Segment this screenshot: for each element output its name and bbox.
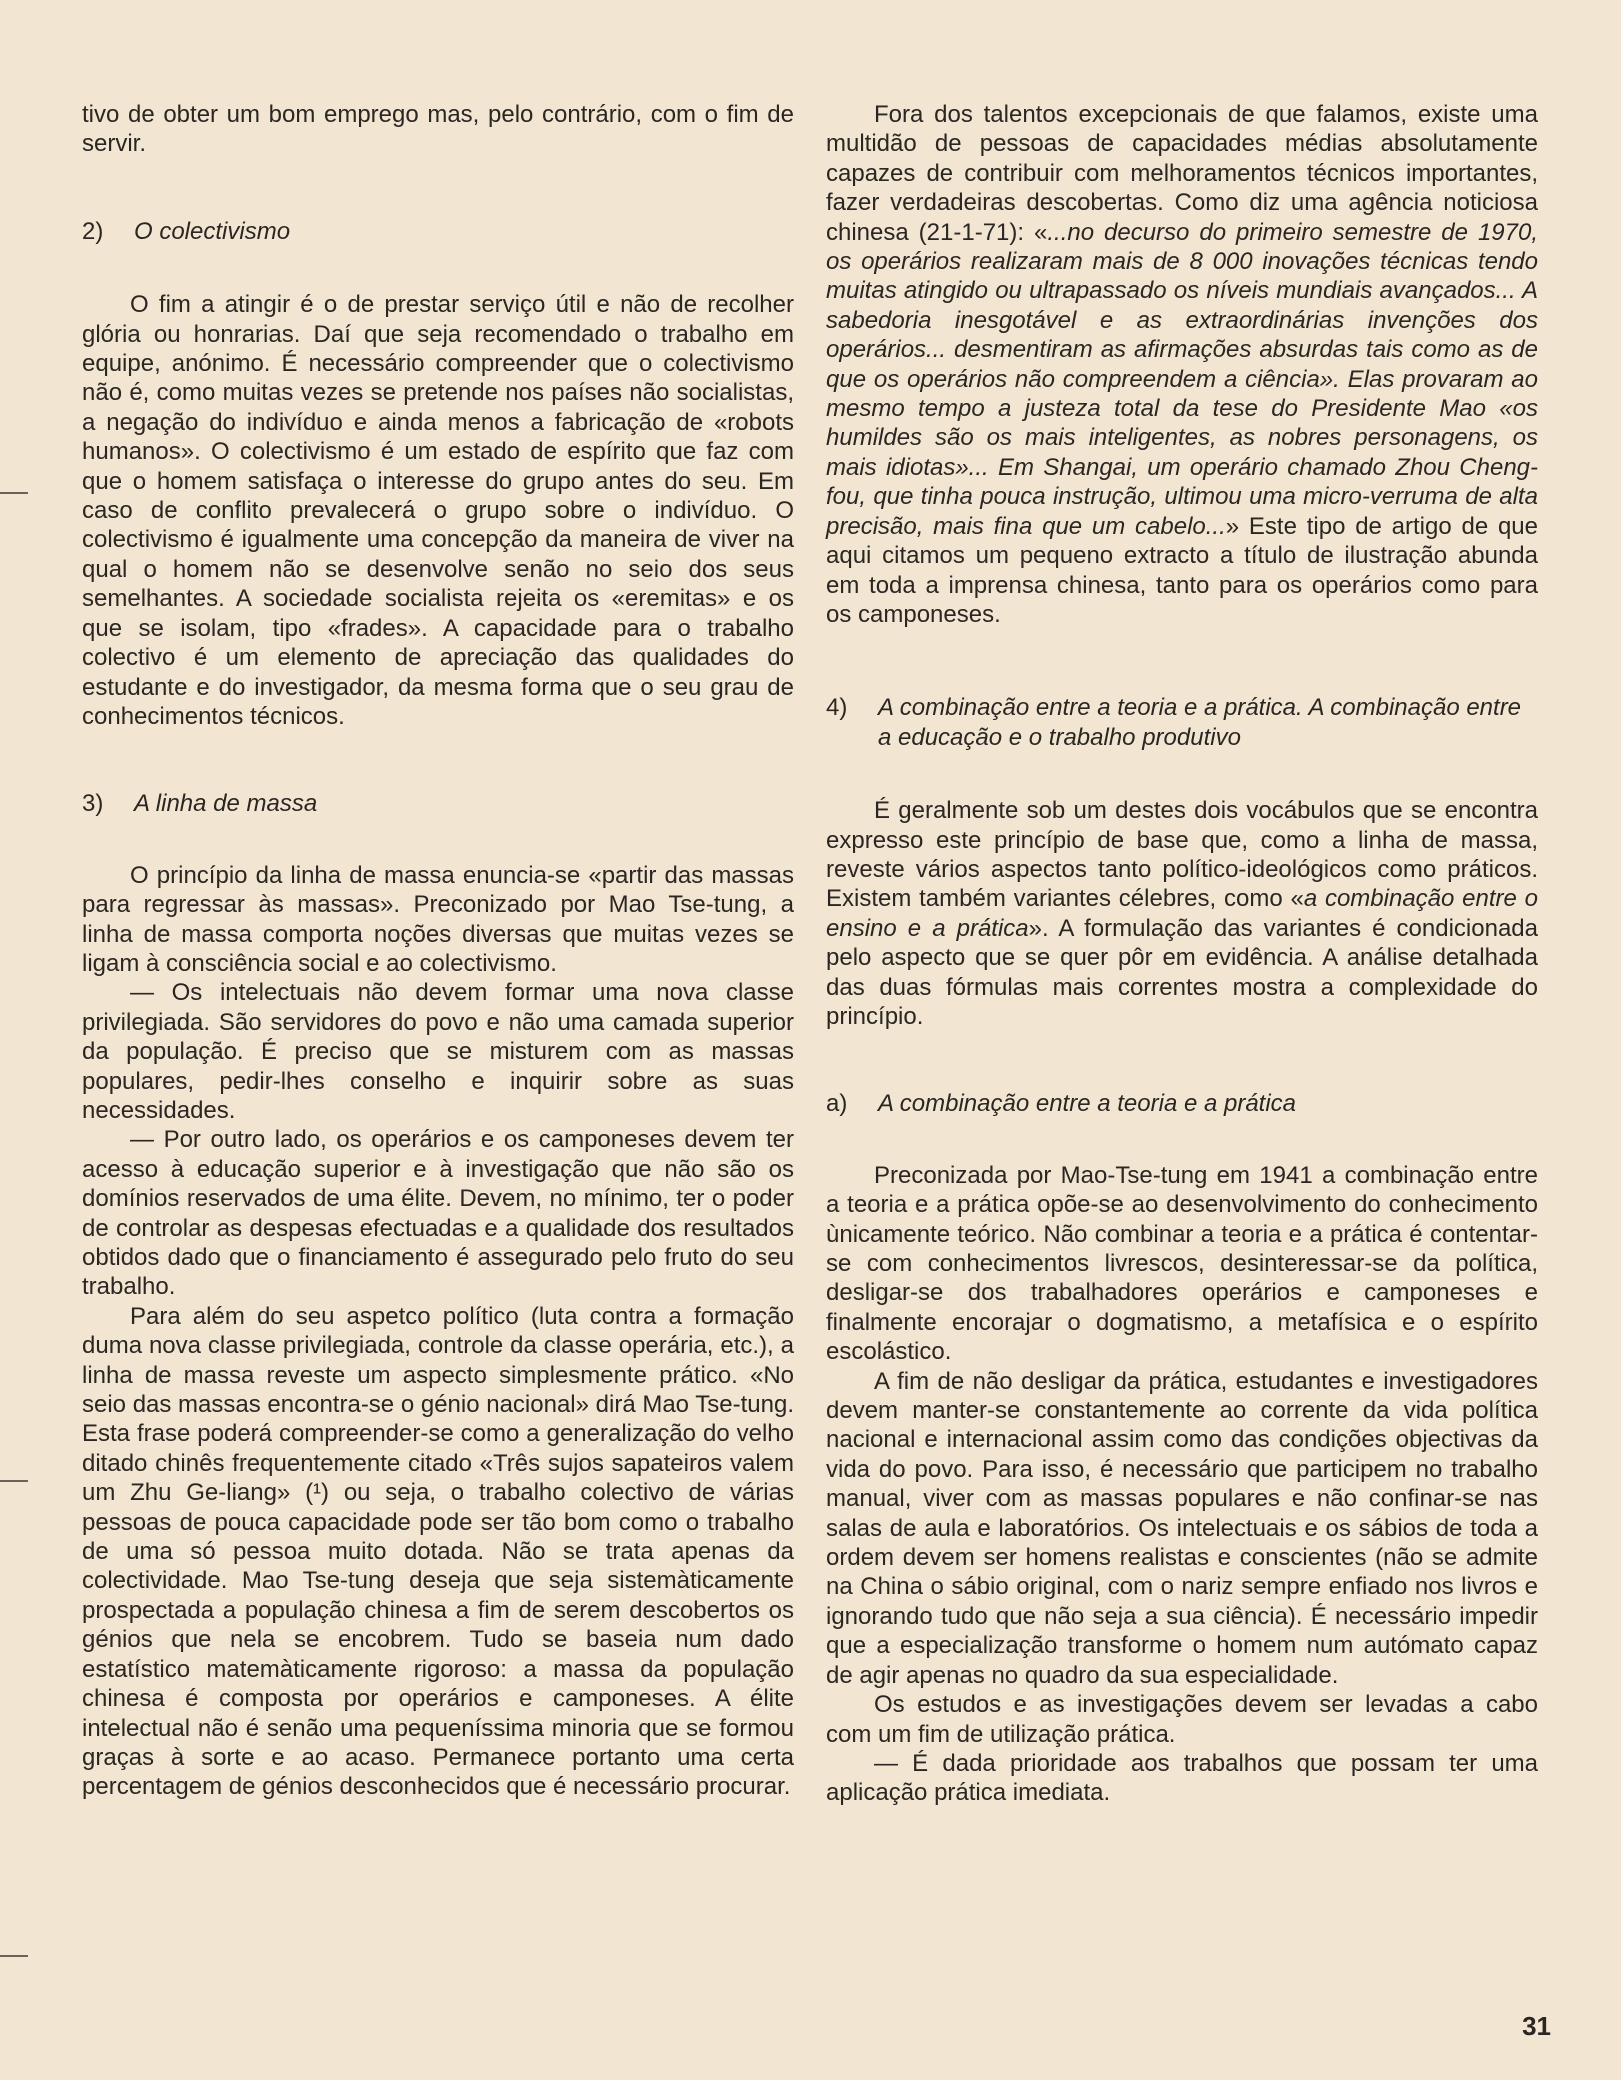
margin-mark	[0, 1480, 28, 1482]
intro-paragraph: tivo de obter um bom emprego mas, pelo contrário, com o fim de servir.	[82, 101, 794, 158]
right-column	[826, 100, 1538, 1808]
section-title: O colectivismo	[134, 217, 291, 245]
teoria-pratica-paragraph-4: — É dada prioridade aos trabalhos que possam ter uma aplicação prática imediata.	[826, 1749, 1538, 1807]
section-number: 2)	[82, 217, 104, 245]
teoria-pratica-paragraph-3: Os estudos e as investigações devem ser levadas a cabo com um fim de utilização prática.	[826, 1691, 1538, 1748]
section-heading-linha-de-massa	[82, 789, 794, 818]
colectivismo-paragraph: O fim a atingir é o de prestar serviço útil e não de recolher glória ou honrarias. Daí que seja recomendado o trabalho em equipe, anónimo. É necessário compreender que o colectivismo não é, como muitas vezes se pretende nos países não socialistas, a negação do indivíduo e ainda menos a fabricação de «robots humanos». O colectivismo é um estado de espírito que faz com que o homem satisfaça o interesse do grupo antes do seu. Em caso de conflito prevalecerá o grupo sobre o indivíduo. O colectivismo é igualmente uma concepção da maneira de viver na qual o homem não se desenvolve senão no seio dos seus semelhantes. A sociedade socialista rejeita os «eremitas» e os que se isolam, tipo «frades». A capacidade para o trabalho colectivo é um elemento de apreciação das qualidades do estudante e do investigador, da mesma forma que o seu grau de conhecimentos técnicos.	[82, 291, 794, 730]
combinacao-paragraph	[826, 796, 1538, 1031]
talentos-text-end: » Este tipo de artigo de que aqui citamos um pequeno extracto a título de ilustração abunda em toda a imprensa chinesa, tanto para os operários como para os camponeses.	[826, 512, 1539, 628]
talentos-paragraph	[826, 100, 1538, 629]
margin-mark	[0, 1955, 28, 1957]
agency-quote: ...no decurso do primeiro semestre de 1970, os operários realizaram mais de 8 000 inovações técnicas tendo muitas atingido ou ultrapassado os níveis mundiais avançados... A sabedoria inesgotável e as extraordinárias invenções dos operários... desmentiram as afirmações absurdas tais como as de que os operários não compreendem a ciência». Elas provaram ao mesmo tempo a justeza total da tese do Presidente Mao «os humildes são os mais inteligentes, as nobres personagens, os mais idiotas»... Em Shangai, um operário chamado Zhou Cheng-fou, que tinha pouca instrução, ultimou uma micro-verruma de alta precisão, mais fina que um cabelo...	[826, 218, 1538, 540]
section-heading-colectivismo	[82, 217, 794, 246]
section-number: 3)	[82, 790, 104, 818]
teoria-pratica-paragraph-1: Preconizada por Mao-Tse-tung em 1941 a combinação entre a teoria e a prática opõe-se ao desenvolvimento do conhecimento ùnicamente teórico. Não combinar a teoria e a prática é contentar-se com conhecimentos livrescos, desinteressar-se da política, desligar-se dos trabalhadores operários e camponeses e finalmente encorajar o dogmatismo, a metafísica e o espírito escolástico.	[826, 1161, 1538, 1366]
combinacao-text: É geralmente sob um destes dois vocábulos que se encontra expresso este princípio de base que, como a linha de massa, reveste vários aspectos tanto político-ideológicos como práticos. Existem também variantes célebres, como «	[826, 797, 1538, 913]
combinacao-text-end: ». A formulação das variantes é condicionada pelo aspecto que se quer pôr em evidência. A análise detalhada das duas fórmulas mais correntes mostra a complexidade do princípio.	[826, 914, 1538, 1030]
margin-mark	[0, 492, 28, 494]
section-title: A linha de massa	[134, 790, 318, 818]
massa-paragraph-1: O princípio da linha de massa enuncia-se «partir das massas para regressar às massas». Preconizado por Mao Tse-tung, a linha de massa comporta noções diversas que muitas vezes se ligam à consciência social e ao colectivismo.	[82, 861, 794, 977]
massa-paragraph-2: — Os intelectuais não devem formar uma nova classe privilegiada. São servidores do povo e não uma camada superior da população. É preciso que se misturem com as massas populares, pedir-lhes conselho e inquirir sobre as suas necessidades.	[82, 979, 794, 1124]
subsection-heading-teoria-pratica	[826, 1089, 1538, 1118]
massa-paragraph-4: Para além do seu aspetco político (luta contra a formação duma nova classe privilegiada, controle da classe operária, etc.), a linha de massa reveste um aspecto simplesmente prático. «No seio das massas encontra-se o génio nacional» dirá Mao Tse-tung. Esta frase poderá compreender-se como a generalização do velho ditado chinês frequentemente citado «Três sujos sapateiros valem um Zhu Ge-liang» (¹) ou seja, o trabalho colectivo de várias pessoas de pouca capacidade pode ser tão bom como o trabalho de uma só pessoa muito dotada. Não se trata apenas da colectividade. Mao Tse-tung deseja que seja sistemàticamente prospectada a população chinesa a fim de serem descobertos os génios que nela se encobrem. Tudo se baseia num dado estatístico matemàticamente rigoroso: a massa da população chinesa é composta por operários e camponeses. A élite intelectual não é senão uma pequeníssima minoria que se formou graças à sorte e ao acaso. Permanece portanto uma certa percentagem de génios desconhecidos que é necessário procurar.	[82, 1302, 794, 1801]
massa-paragraph-3: — Por outro lado, os operários e os camponeses devem ter acesso à educação superior e à investigação que não são os domínios reservados de uma élite. Devem, no mínimo, ter o poder de controlar as despesas efectuadas e a qualidade dos resultados obtidos dado que o financiamento é assegurado pelo fruto do seu trabalho.	[82, 1126, 794, 1301]
teoria-pratica-paragraph-2: A fim de não desligar da prática, estudantes e investigadores devem manter-se constantemente ao corrente da vida política nacional e internacional assim como das condições objectivas da vida do povo. Para isso, é necessário que participem no trabalho manual, viver com as massas populares e não confinar-se nas salas de aula e laboratórios. Os intelectuais e os sábios de toda a ordem devem ser homens realistas e conscientes (não se admite na China o sábio original, com o nariz sempre enfiado nos livros e ignorando tudo que não seja a sua ciência). É necessário impedir que a especialização transforme o homem num autómato capaz de agir apenas no quadro da sua especialidade.	[826, 1367, 1538, 1689]
left-column	[82, 100, 794, 1802]
page-number: 31	[1522, 2011, 1551, 2041]
combinacao-variant: a combinação entre o ensino e a prática	[826, 885, 1538, 942]
section-heading-combinacao	[826, 693, 1538, 752]
section-number: a)	[826, 1090, 848, 1118]
section-title: A combinação entre a teoria e a prática	[878, 1090, 1297, 1118]
section-number: 4)	[826, 694, 848, 722]
talentos-text: Fora dos talentos excepcionais de que falamos, existe uma multidão de pessoas de capacidades médias absolutamente capazes de contribuir com melhoramentos técnicos importantes, fazer verdadeiras descobertas. Como diz uma agência noticiosa chinesa (21-1-71): «	[826, 101, 1538, 246]
section-title: A combinação entre a teoria e a prática. A combinação entre a educação e o trabalho produtivo	[878, 694, 1522, 751]
